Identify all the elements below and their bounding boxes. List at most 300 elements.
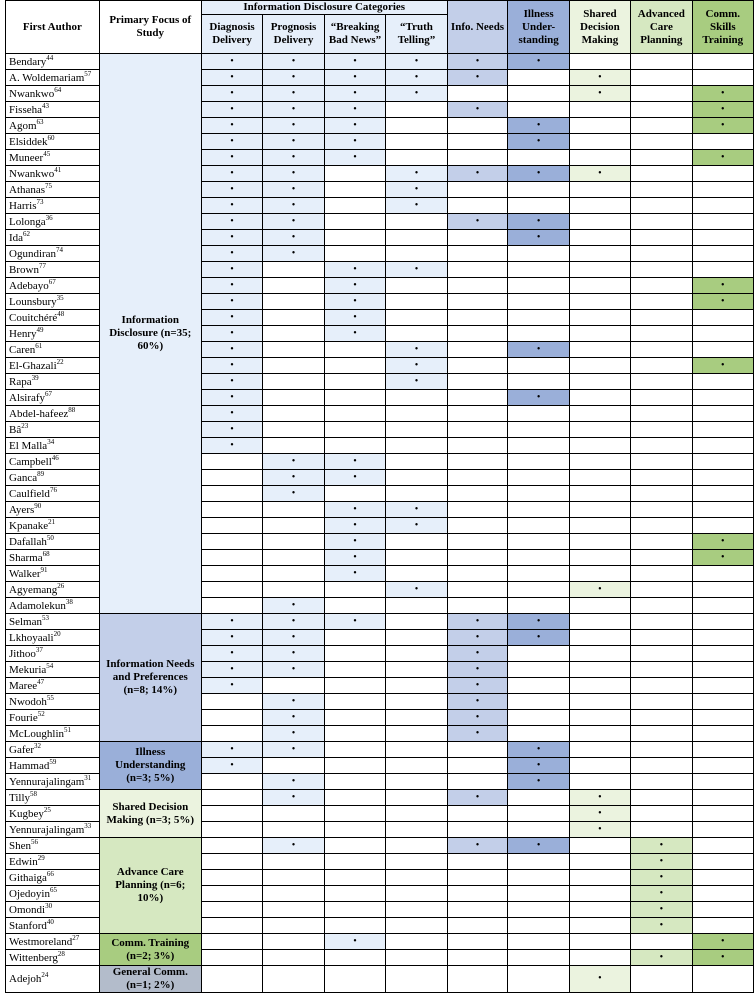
category-cell-cst — [692, 390, 753, 406]
category-cell-pd — [263, 774, 324, 790]
author-name: McLoughlin — [9, 727, 64, 740]
header-info-disclosure-categories: Information Disclosure Categories — [201, 1, 447, 15]
category-cell-acp — [631, 886, 693, 902]
category-cell-pd — [263, 710, 324, 726]
category-cell-dd — [201, 310, 262, 326]
bullet-mark — [537, 232, 541, 243]
bullet-mark — [476, 56, 480, 67]
category-cell-acp — [631, 934, 693, 950]
bullet-mark — [292, 616, 296, 627]
table-header — [6, 1, 754, 54]
category-cell-cst — [692, 598, 753, 614]
category-cell-sdm — [569, 806, 630, 822]
bullet-mark — [292, 744, 296, 755]
category-cell-pd — [263, 310, 324, 326]
category-cell-tt — [386, 310, 447, 326]
category-cell-acp — [631, 470, 693, 486]
category-cell-tt — [386, 54, 447, 70]
bullet-mark — [353, 328, 357, 339]
category-cell-tt — [386, 902, 447, 918]
first-author-cell — [6, 70, 100, 86]
category-cell-sdm — [569, 502, 630, 518]
author-name: Githaiga — [9, 871, 47, 884]
bullet-mark — [415, 184, 419, 195]
bullet-mark — [415, 200, 419, 211]
category-cell-pd — [263, 502, 324, 518]
category-cell-dd — [201, 550, 262, 566]
category-cell-bbn — [324, 918, 386, 934]
bullet-mark — [598, 792, 602, 803]
category-cell-iu — [508, 502, 569, 518]
category-cell-in — [447, 294, 508, 310]
category-cell-cst — [692, 630, 753, 646]
bullet-mark — [476, 840, 480, 851]
category-cell-acp — [631, 150, 693, 166]
category-cell-iu — [508, 358, 569, 374]
category-cell-cst — [692, 326, 753, 342]
category-cell-pd — [263, 518, 324, 534]
bullet-mark — [537, 216, 541, 227]
category-cell-cst — [692, 438, 753, 454]
category-cell-cst — [692, 886, 753, 902]
category-cell-tt — [386, 934, 447, 950]
category-cell-acp — [631, 198, 693, 214]
bullet-mark — [537, 840, 541, 851]
category-cell-iu — [508, 70, 569, 86]
category-cell-iu — [508, 934, 569, 950]
category-cell-pd — [263, 886, 324, 902]
category-cell-iu — [508, 86, 569, 102]
bullet-mark — [353, 56, 357, 67]
category-cell-iu — [508, 582, 569, 598]
category-cell-cst — [692, 86, 753, 102]
bullet-mark — [537, 136, 541, 147]
category-cell-acp — [631, 646, 693, 662]
category-cell-pd — [263, 86, 324, 102]
category-cell-sdm — [569, 118, 630, 134]
category-cell-cst — [692, 870, 753, 886]
reference-number: 45 — [43, 149, 51, 158]
category-cell-pd — [263, 326, 324, 342]
category-cell-bbn — [324, 294, 386, 310]
category-cell-bbn — [324, 246, 386, 262]
reference-number: 43 — [42, 101, 49, 110]
category-cell-bbn — [324, 390, 386, 406]
category-cell-iu — [508, 438, 569, 454]
author-name: Adebayo — [9, 279, 49, 292]
category-cell-cst — [692, 54, 753, 70]
bullet-mark — [660, 904, 664, 915]
first-author-cell — [6, 86, 100, 102]
bullet-mark — [292, 136, 296, 147]
category-cell-bbn — [324, 438, 386, 454]
category-cell-pd — [263, 534, 324, 550]
author-name: Adamolekun — [9, 599, 66, 612]
category-cell-dd — [201, 358, 262, 374]
category-cell-in — [447, 742, 508, 758]
category-cell-bbn — [324, 854, 386, 870]
author-name: Ayers — [9, 503, 35, 516]
category-cell-in — [447, 230, 508, 246]
primary-focus-group: Information Needs and Preferences (n=8; 14%) — [99, 614, 201, 742]
first-author-cell — [6, 806, 100, 822]
category-cell-tt — [386, 582, 447, 598]
bullet-mark — [230, 56, 234, 67]
category-cell-sdm — [569, 198, 630, 214]
author-name: Ida — [9, 231, 24, 244]
category-cell-sdm — [569, 438, 630, 454]
category-cell-in — [447, 854, 508, 870]
reference-number: 67 — [48, 277, 56, 286]
category-cell-bbn — [324, 86, 386, 102]
category-cell-acp — [631, 726, 693, 742]
category-cell-acp — [631, 502, 693, 518]
category-cell-acp — [631, 278, 693, 294]
bullet-mark — [476, 104, 480, 115]
category-cell-in — [447, 774, 508, 790]
category-cell-cst — [692, 230, 753, 246]
reference-number: 22 — [56, 357, 64, 366]
category-cell-iu — [508, 726, 569, 742]
category-cell-iu — [508, 566, 569, 582]
category-cell-sdm — [569, 758, 630, 774]
category-cell-dd — [201, 502, 262, 518]
category-cell-cst — [692, 742, 753, 758]
primary-focus-group: Information Disclosure (n=35; 60%) — [99, 54, 201, 614]
category-cell-tt — [386, 854, 447, 870]
author-name: Ogundiran — [9, 247, 57, 260]
reference-number: 27 — [72, 933, 80, 942]
bullet-mark — [230, 152, 234, 163]
category-cell-cst — [692, 662, 753, 678]
bullet-mark — [353, 312, 357, 323]
category-cell-iu — [508, 518, 569, 534]
category-cell-acp — [631, 294, 693, 310]
category-cell-iu — [508, 966, 569, 993]
category-cell-pd — [263, 470, 324, 486]
category-cell-dd — [201, 598, 262, 614]
category-cell-tt — [386, 918, 447, 934]
category-cell-iu — [508, 214, 569, 230]
category-cell-bbn — [324, 310, 386, 326]
category-cell-cst — [692, 198, 753, 214]
category-cell-in — [447, 310, 508, 326]
category-cell-in — [447, 54, 508, 70]
category-cell-tt — [386, 278, 447, 294]
category-cell-iu — [508, 838, 569, 854]
category-cell-pd — [263, 102, 324, 118]
bullet-mark — [292, 72, 296, 83]
category-cell-sdm — [569, 310, 630, 326]
category-cell-tt — [386, 678, 447, 694]
bullet-mark — [230, 264, 234, 275]
category-cell-in — [447, 70, 508, 86]
reference-number: 64 — [54, 85, 62, 94]
category-cell-acp — [631, 966, 693, 993]
primary-focus-group: Illness Understanding (n=3; 5%) — [99, 742, 201, 790]
primary-focus-group: Shared Decision Making (n=3; 5%) — [99, 790, 201, 838]
bullet-mark — [230, 232, 234, 243]
category-cell-iu — [508, 150, 569, 166]
category-cell-tt — [386, 182, 447, 198]
bullet-mark — [353, 136, 357, 147]
category-cell-in — [447, 790, 508, 806]
category-cell-pd — [263, 230, 324, 246]
category-cell-acp — [631, 678, 693, 694]
category-cell-dd — [201, 566, 262, 582]
bullet-mark — [721, 104, 725, 115]
category-cell-tt — [386, 294, 447, 310]
bullet-mark — [230, 760, 234, 771]
author-name: Hammad — [9, 759, 50, 772]
category-cell-in — [447, 342, 508, 358]
author-name: Omondi — [9, 903, 46, 916]
author-name: El Malla — [9, 439, 48, 452]
category-cell-bbn — [324, 358, 386, 374]
category-cell-pd — [263, 246, 324, 262]
bullet-mark — [537, 776, 541, 787]
category-cell-acp — [631, 422, 693, 438]
category-cell-sdm — [569, 646, 630, 662]
category-cell-pd — [263, 582, 324, 598]
category-cell-bbn — [324, 646, 386, 662]
bullet-mark — [353, 536, 357, 547]
category-cell-cst — [692, 182, 753, 198]
category-cell-acp — [631, 742, 693, 758]
category-cell-sdm — [569, 486, 630, 502]
first-author-cell — [6, 710, 100, 726]
bullet-mark — [598, 824, 602, 835]
bullet-mark — [292, 696, 296, 707]
author-name: Bâ — [9, 423, 22, 436]
category-cell-dd — [201, 374, 262, 390]
first-author-cell — [6, 854, 100, 870]
bullet-mark — [476, 680, 480, 691]
first-author-cell — [6, 902, 100, 918]
primary-focus-group: Comm. Training (n=2; 3%) — [99, 934, 201, 966]
category-cell-bbn — [324, 950, 386, 966]
first-author-cell — [6, 118, 100, 134]
category-cell-bbn — [324, 822, 386, 838]
header-prognosis-delivery: Prognosis Delivery — [263, 15, 324, 54]
first-author-cell — [6, 838, 100, 854]
category-cell-pd — [263, 454, 324, 470]
author-name: Walker — [9, 567, 41, 580]
first-author-cell — [6, 246, 100, 262]
reference-number: 44 — [46, 53, 54, 62]
author-name: Mekuria — [9, 663, 47, 676]
category-cell-dd — [201, 806, 262, 822]
bullet-mark — [353, 264, 357, 275]
category-cell-dd — [201, 822, 262, 838]
bullet-mark — [230, 136, 234, 147]
bullet-mark — [292, 168, 296, 179]
category-cell-acp — [631, 854, 693, 870]
category-cell-tt — [386, 454, 447, 470]
category-cell-pd — [263, 678, 324, 694]
category-cell-in — [447, 358, 508, 374]
bullet-mark — [230, 280, 234, 291]
category-cell-sdm — [569, 950, 630, 966]
category-cell-iu — [508, 454, 569, 470]
category-cell-dd — [201, 582, 262, 598]
bullet-mark — [230, 392, 234, 403]
category-cell-acp — [631, 822, 693, 838]
category-cell-acp — [631, 486, 693, 502]
author-name: Fourie — [9, 711, 38, 724]
category-cell-sdm — [569, 918, 630, 934]
category-cell-dd — [201, 710, 262, 726]
bullet-mark — [415, 504, 419, 515]
category-cell-bbn — [324, 54, 386, 70]
category-cell-acp — [631, 790, 693, 806]
category-cell-acp — [631, 54, 693, 70]
category-cell-cst — [692, 406, 753, 422]
category-cell-bbn — [324, 678, 386, 694]
category-cell-pd — [263, 742, 324, 758]
author-name: Edwin — [9, 855, 38, 868]
first-author-cell — [6, 374, 100, 390]
bullet-mark — [537, 120, 541, 131]
bullet-mark — [353, 552, 357, 563]
reference-number: 24 — [41, 971, 49, 979]
category-cell-in — [447, 198, 508, 214]
category-cell-acp — [631, 342, 693, 358]
category-cell-in — [447, 118, 508, 134]
category-cell-iu — [508, 678, 569, 694]
category-cell-bbn — [324, 966, 386, 993]
reference-number: 33 — [84, 821, 92, 830]
category-cell-acp — [631, 806, 693, 822]
table-row — [6, 54, 754, 70]
bullet-mark — [415, 376, 419, 387]
category-cell-bbn — [324, 614, 386, 630]
category-cell-sdm — [569, 614, 630, 630]
category-cell-tt — [386, 806, 447, 822]
category-cell-dd — [201, 166, 262, 182]
category-cell-bbn — [324, 534, 386, 550]
category-cell-pd — [263, 198, 324, 214]
bullet-mark — [721, 88, 725, 99]
category-cell-cst — [692, 678, 753, 694]
category-cell-bbn — [324, 742, 386, 758]
reference-number: 48 — [57, 309, 65, 318]
category-cell-tt — [386, 774, 447, 790]
table-row — [6, 934, 754, 950]
category-cell-in — [447, 470, 508, 486]
category-cell-bbn — [324, 118, 386, 134]
bullet-mark — [230, 360, 234, 371]
category-cell-tt — [386, 614, 447, 630]
reference-number: 29 — [37, 853, 45, 862]
category-cell-acp — [631, 774, 693, 790]
bullet-mark — [292, 776, 296, 787]
category-cell-in — [447, 166, 508, 182]
category-cell-in — [447, 582, 508, 598]
category-cell-cst — [692, 694, 753, 710]
category-cell-pd — [263, 390, 324, 406]
category-cell-tt — [386, 390, 447, 406]
category-cell-iu — [508, 326, 569, 342]
category-cell-bbn — [324, 182, 386, 198]
category-cell-bbn — [324, 902, 386, 918]
category-cell-acp — [631, 454, 693, 470]
reference-number: 23 — [21, 421, 29, 430]
category-cell-cst — [692, 838, 753, 854]
category-cell-bbn — [324, 502, 386, 518]
author-name: A. Woldemariam — [9, 71, 85, 84]
bullet-mark — [230, 296, 234, 307]
category-cell-dd — [201, 662, 262, 678]
category-cell-sdm — [569, 422, 630, 438]
bullet-mark — [415, 344, 419, 355]
category-cell-sdm — [569, 630, 630, 646]
first-author-cell — [6, 102, 100, 118]
category-cell-sdm — [569, 854, 630, 870]
category-cell-sdm — [569, 70, 630, 86]
bullet-mark — [230, 648, 234, 659]
category-cell-bbn — [324, 486, 386, 502]
category-cell-dd — [201, 790, 262, 806]
category-cell-in — [447, 902, 508, 918]
category-cell-iu — [508, 614, 569, 630]
category-cell-pd — [263, 758, 324, 774]
author-name: Ojedoyin — [9, 887, 50, 900]
author-name: Westmoreland — [9, 935, 73, 948]
category-cell-dd — [201, 838, 262, 854]
category-cell-pd — [263, 726, 324, 742]
category-cell-tt — [386, 150, 447, 166]
category-cell-pd — [263, 870, 324, 886]
bullet-mark — [476, 664, 480, 675]
category-cell-pd — [263, 70, 324, 86]
bullet-mark — [476, 728, 480, 739]
category-cell-bbn — [324, 710, 386, 726]
category-cell-in — [447, 598, 508, 614]
category-cell-sdm — [569, 566, 630, 582]
category-cell-tt — [386, 710, 447, 726]
bullet-mark — [230, 632, 234, 643]
category-cell-tt — [386, 438, 447, 454]
category-cell-in — [447, 726, 508, 742]
category-cell-acp — [631, 550, 693, 566]
category-cell-dd — [201, 422, 262, 438]
category-cell-tt — [386, 246, 447, 262]
table-row — [6, 790, 754, 806]
category-cell-sdm — [569, 838, 630, 854]
category-cell-acp — [631, 662, 693, 678]
first-author-cell — [6, 182, 100, 198]
category-cell-tt — [386, 326, 447, 342]
reference-number: 25 — [43, 805, 51, 814]
bullet-mark — [476, 792, 480, 803]
first-author-cell — [6, 870, 100, 886]
category-cell-iu — [508, 102, 569, 118]
bullet-mark — [292, 664, 296, 675]
category-cell-cst — [692, 278, 753, 294]
author-name: Wittenberg — [9, 951, 58, 964]
category-cell-sdm — [569, 534, 630, 550]
bullet-mark — [476, 632, 480, 643]
category-cell-in — [447, 678, 508, 694]
category-cell-bbn — [324, 662, 386, 678]
bullet-mark — [537, 744, 541, 755]
bullet-mark — [230, 376, 234, 387]
category-cell-cst — [692, 134, 753, 150]
category-cell-in — [447, 694, 508, 710]
reference-number: 76 — [49, 485, 57, 494]
category-cell-pd — [263, 614, 324, 630]
